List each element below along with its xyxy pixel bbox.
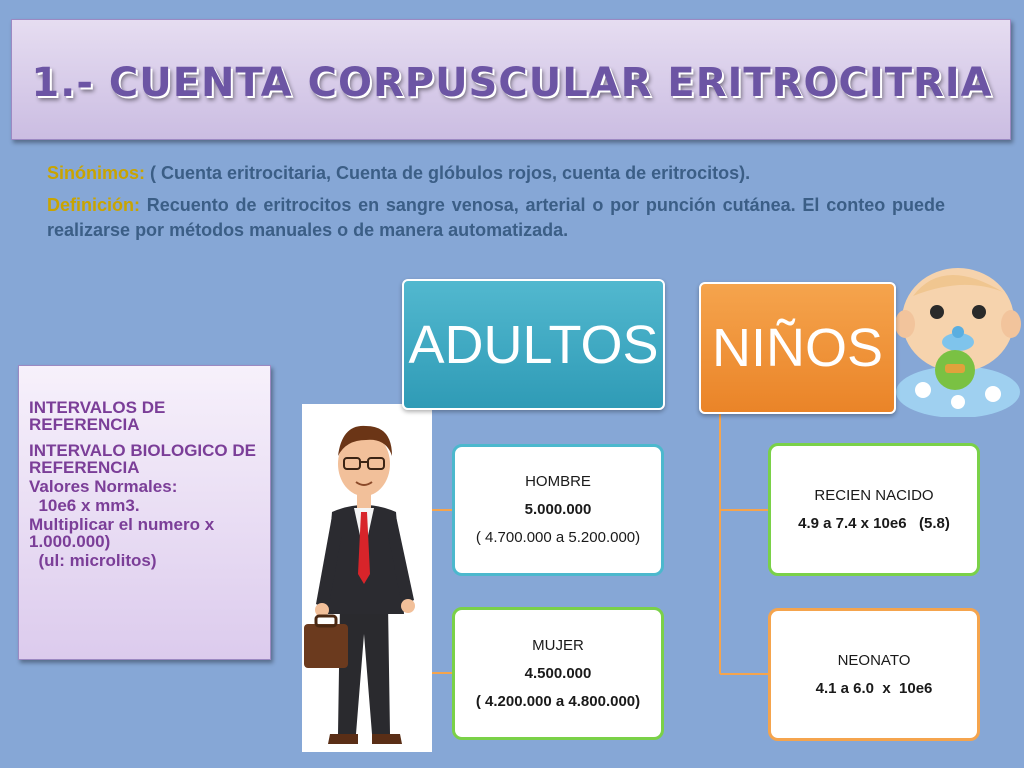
mujer-range: ( 4.200.000 a 4.800.000) (475, 692, 641, 710)
reference-heading: INTERVALOS DE REFERENCIA (29, 398, 166, 434)
hombre-label: HOMBRE (525, 473, 591, 490)
definition-label: Definición: (47, 195, 140, 215)
multiply-note: Multiplicar el numero x 1.000.000) (29, 515, 215, 551)
normal-values-label: Valores Normales: (29, 477, 178, 496)
ninos-title: NIÑOS (711, 318, 884, 378)
mujer-label: MUJER (532, 636, 584, 654)
baby-illustration (893, 262, 1023, 417)
reference-intervals-box (18, 365, 271, 660)
normal-values-unit: 10e6 x mm3. (29, 496, 140, 515)
biological-interval-heading: INTERVALO BIOLOGICO DE REFERENCIA (29, 441, 256, 477)
neonato-label: NEONATO (837, 651, 911, 669)
recien-nacido-box (768, 443, 980, 576)
title-banner (11, 19, 1011, 140)
mujer-value: 4.500.000 (524, 664, 592, 682)
synonyms-text: ( Cuenta eritrocitaria, Cuenta de glóbulos rojos, cuenta de eritrocitos). (145, 163, 751, 183)
neonato-box (768, 608, 980, 741)
definition-text: Recuento de eritrocitos en sangre venosa, arterial o por punción cutánea. El conteo puede realizarse por métodos manuales o de manera automatizada. (47, 195, 945, 240)
hombre-range: ( 4.700.000 a 5.200.000) (475, 529, 641, 546)
mujer-box (452, 607, 664, 740)
synonyms-paragraph (47, 161, 945, 186)
hombre-value: 5.000.000 (524, 501, 592, 518)
definition-paragraph (47, 193, 945, 243)
adultos-header (402, 279, 665, 410)
recien-nacido-label: RECIEN NACIDO (814, 486, 934, 504)
hombre-box (452, 444, 664, 576)
unit-note: (ul: microlitos) (29, 551, 157, 570)
page-title: 1.- CUENTA CORPUSCULAR ERITROCITRIA (31, 60, 993, 106)
recien-nacido-value: 4.9 a 7.4 x 10e6 (5.8) (798, 514, 950, 532)
neonato-value: 4.1 a 6.0 x 10e6 (815, 679, 933, 697)
adultos-title: ADULTOS (408, 314, 659, 375)
businessman-illustration (302, 404, 432, 752)
ninos-header (699, 282, 896, 414)
synonyms-label: Sinónimos: (47, 163, 145, 183)
